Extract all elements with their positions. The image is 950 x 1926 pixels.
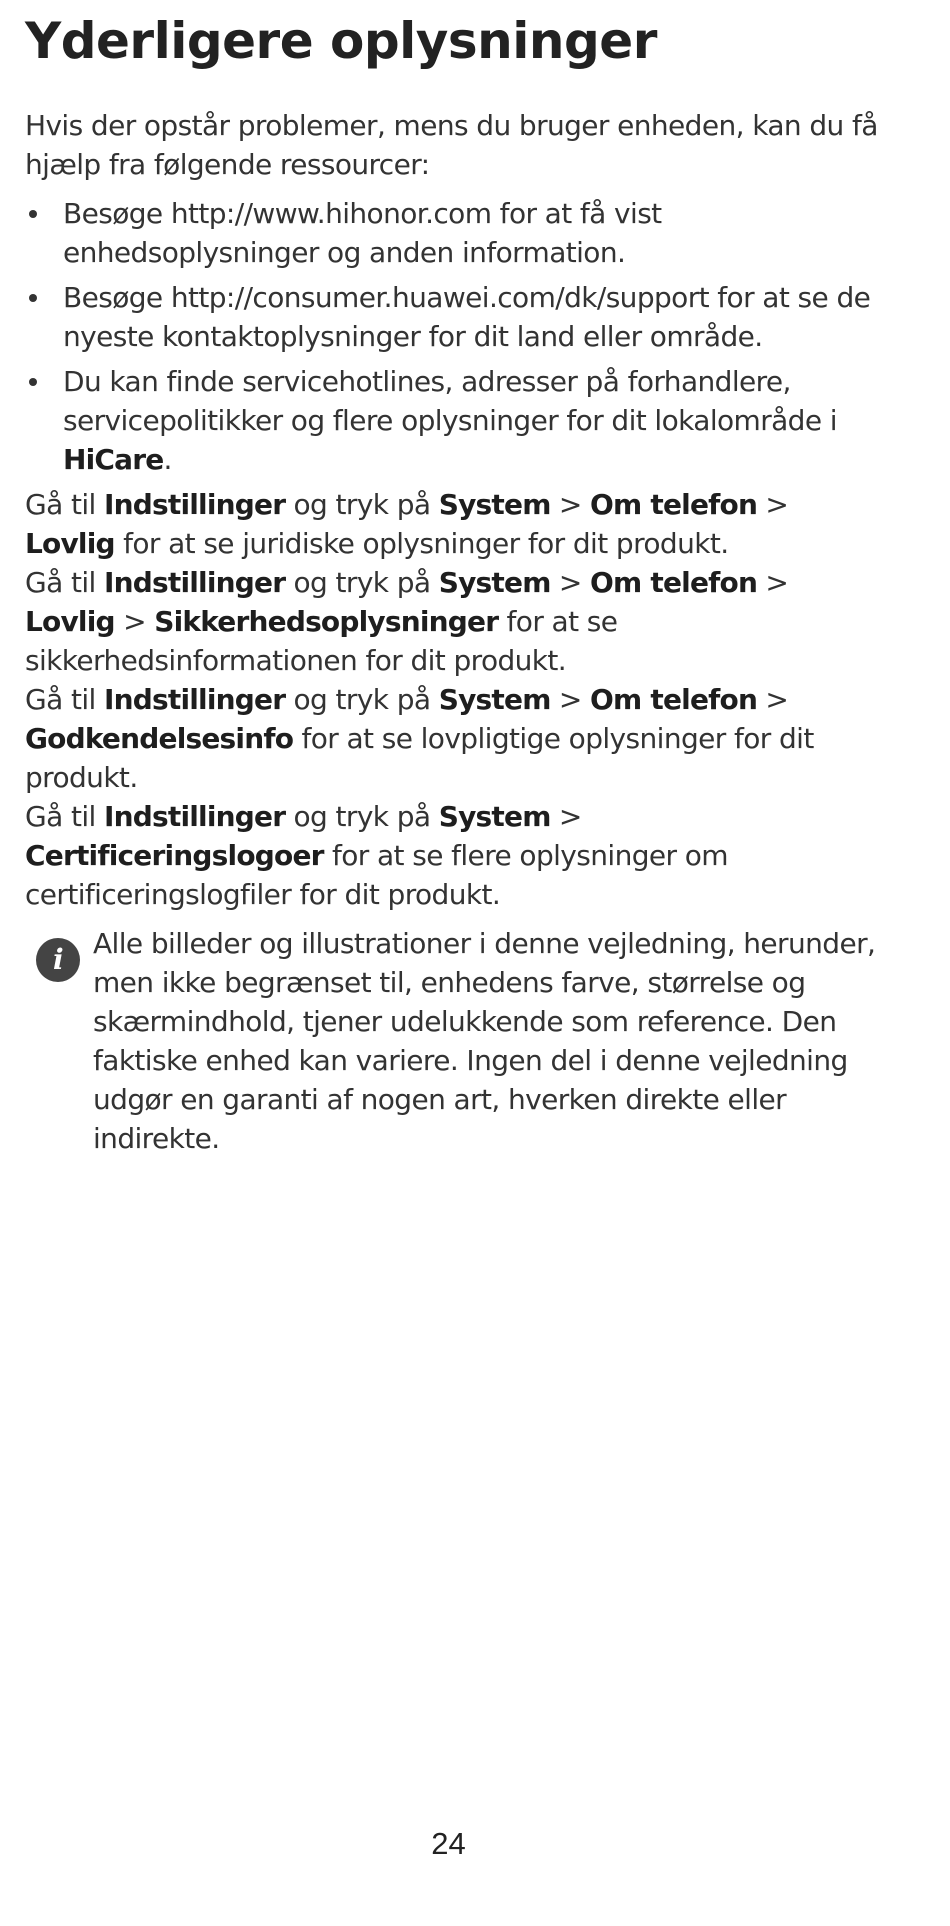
- bullet-icon: [29, 378, 37, 386]
- path-step: Sikkerhedsoplysninger: [154, 605, 499, 638]
- settings-path-certification: [25, 797, 885, 914]
- intro-paragraph: Hvis der opstår problemer, mens du bruger enheden, kan du få hjælp fra følgende ressourcer:: [25, 109, 878, 181]
- path-step: System: [438, 488, 551, 521]
- path-separator: >: [550, 488, 591, 521]
- info-icon: i: [36, 938, 80, 982]
- list-item-text-end: .: [163, 443, 172, 476]
- path-separator: >: [757, 683, 789, 716]
- path-prefix: Gå til: [25, 800, 104, 833]
- settings-path-legal: [25, 485, 885, 563]
- path-suffix: for at se flere oplysninger om certificeringslogfiler for dit produkt.: [25, 839, 728, 911]
- path-step: Certificeringslogoer: [25, 839, 324, 872]
- disclaimer-note: [25, 924, 885, 1158]
- path-separator: >: [550, 683, 591, 716]
- list-item-text: Du kan finde servicehotlines, adresser på forhandlere, servicepolitikker og flere oplysninger for dit lokalområde i: [63, 365, 837, 437]
- path-mid: og tryk på: [285, 683, 439, 716]
- path-separator: >: [757, 566, 789, 599]
- list-item-text: Besøge http://consumer.huawei.com/dk/support for at se de nyeste kontaktoplysninger for dit land eller område.: [63, 281, 871, 353]
- list-item-text: Besøge http://www.hihonor.com for at få vist enhedsoplysninger og anden information.: [63, 197, 662, 269]
- bullet-icon: [29, 210, 37, 218]
- resource-list: [25, 194, 885, 479]
- bullet-icon: [29, 294, 37, 302]
- list-item: [25, 362, 885, 479]
- path-step: System: [438, 800, 551, 833]
- path-step: Lovlig: [25, 527, 115, 560]
- path-step: Lovlig: [25, 605, 115, 638]
- path-mid: og tryk på: [285, 488, 439, 521]
- path-step: System: [438, 566, 551, 599]
- path-step: System: [438, 683, 551, 716]
- path-prefix: Gå til: [25, 683, 104, 716]
- path-suffix: for at se juridiske oplysninger for dit produkt.: [114, 527, 729, 560]
- path-suffix: for at se sikkerhedsinformationen for dit produkt.: [25, 605, 618, 677]
- path-separator: >: [550, 566, 591, 599]
- note-text: Alle billeder og illustrationer i denne vejledning, herunder, men ikke begrænset til, enhedens farve, størrelse og skærmindhold, tjener udelukkende som reference. Den faktiske enhed kan variere. Ingen del i denne vejledning udgør en garanti af nogen art, hverken direkte eller indirekte.: [93, 927, 876, 1155]
- path-settings: Indstillinger: [104, 566, 286, 599]
- path-step: Om telefon: [590, 488, 758, 521]
- page-body: [25, 106, 885, 1158]
- page-number: 24: [431, 1826, 466, 1861]
- list-item: [25, 194, 885, 272]
- path-step: Om telefon: [590, 566, 758, 599]
- app-name: HiCare: [63, 443, 164, 476]
- path-step: Godkendelsesinfo: [25, 722, 294, 755]
- path-step: Om telefon: [590, 683, 758, 716]
- settings-path-safety: [25, 563, 885, 680]
- path-settings: Indstillinger: [104, 800, 286, 833]
- path-separator: >: [550, 800, 582, 833]
- list-item: [25, 278, 885, 356]
- path-settings: Indstillinger: [104, 488, 286, 521]
- path-mid: og tryk på: [285, 800, 439, 833]
- settings-path-approval: [25, 680, 885, 797]
- path-separator: >: [757, 488, 789, 521]
- path-mid: og tryk på: [285, 566, 439, 599]
- path-suffix: for at se lovpligtige oplysninger for dit produkt.: [25, 722, 814, 794]
- path-prefix: Gå til: [25, 488, 104, 521]
- page-title: Yderligere oplysninger: [25, 12, 657, 70]
- path-separator: >: [114, 605, 155, 638]
- path-settings: Indstillinger: [104, 683, 286, 716]
- path-prefix: Gå til: [25, 566, 104, 599]
